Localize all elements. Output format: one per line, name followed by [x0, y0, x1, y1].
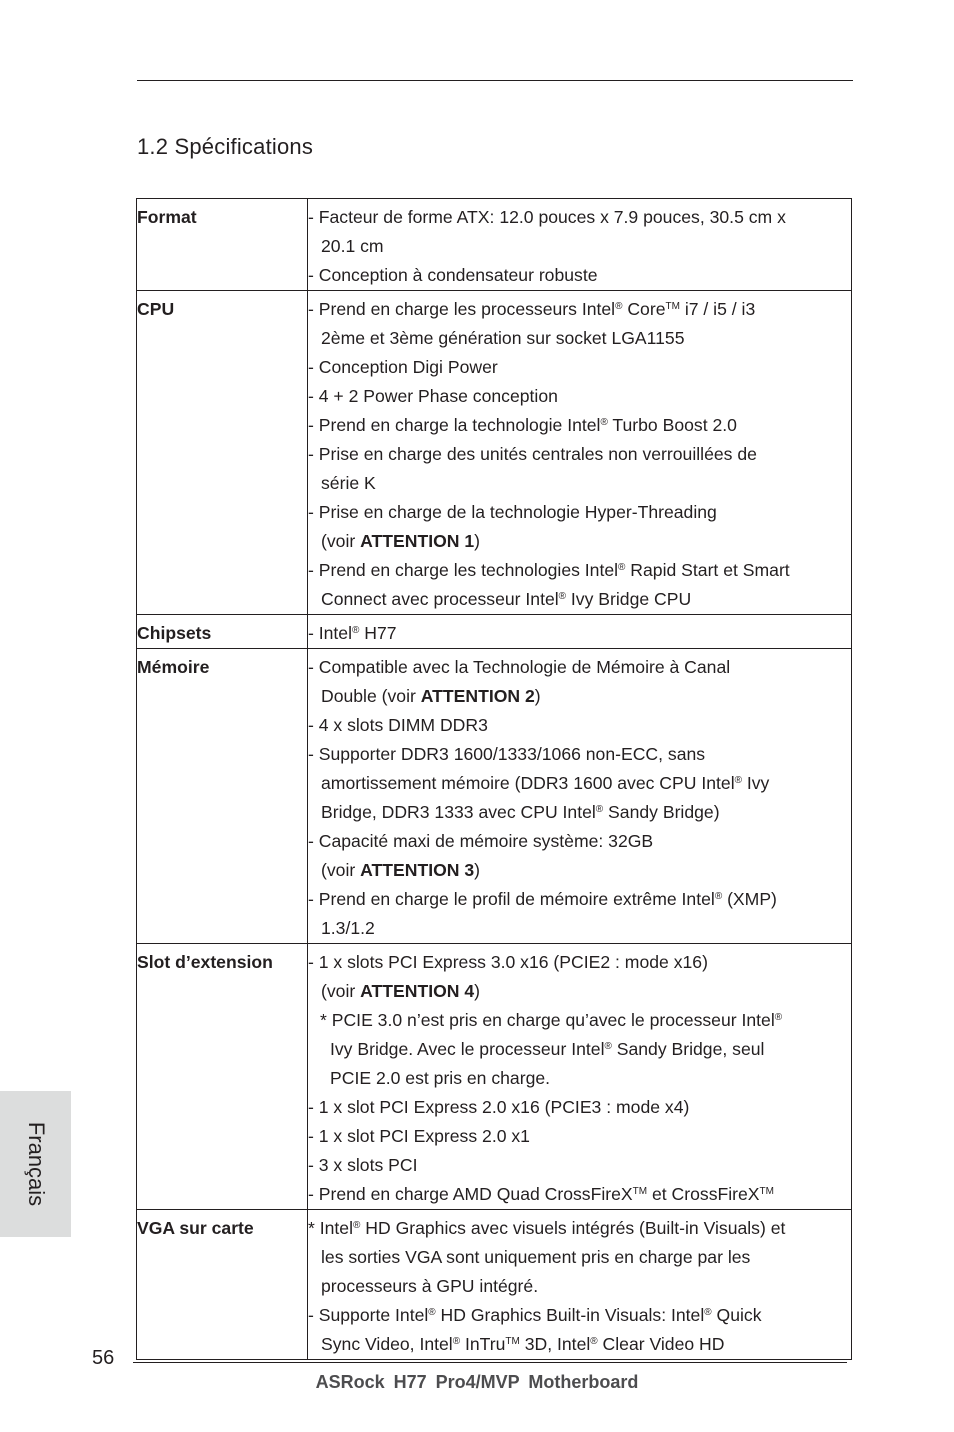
text-run: et CrossFireX [647, 1184, 760, 1204]
text-run: - Prend en charge les processeurs Intel [308, 299, 616, 319]
spec-line [308, 740, 851, 827]
spec-line [308, 827, 851, 885]
trademark-mark: TM [759, 1186, 774, 1197]
spec-line [308, 653, 851, 711]
text-run: (voir [321, 981, 361, 1001]
text-run: - 4 + 2 Power Phase conception [308, 386, 558, 406]
spec-line [308, 411, 851, 440]
text-run: amortissement mémoire (DDR3 1600 avec CPU Intel [321, 773, 735, 793]
spec-row [137, 291, 852, 615]
section-title: 1.2 Spécifications [137, 134, 314, 159]
text-run: Rapid Start et Smart [625, 560, 790, 580]
specifications-table [136, 198, 852, 1360]
attention-ref: ATTENTION 2 [420, 686, 535, 706]
text-run: Sandy Bridge) [603, 802, 720, 822]
spec-content [308, 944, 852, 1210]
bottom-rule [133, 1362, 847, 1363]
text-run: Connect avec processeur Intel [321, 589, 559, 609]
text-run: - Prend en charge le profil de mémoire extrême Intel [308, 889, 715, 909]
text-run: * Intel [308, 1218, 353, 1238]
spec-line [308, 498, 851, 556]
text-run: Ivy Bridge. Avec le processeur Intel [330, 1039, 605, 1059]
page-number: 56 [92, 1347, 115, 1369]
text-run: - Intel [308, 623, 353, 643]
spec-line [308, 261, 851, 290]
text-run: - Prend en charge AMD Quad CrossFireX [308, 1184, 633, 1204]
trademark-mark: ® [600, 417, 608, 428]
trademark-mark: ® [734, 775, 742, 786]
spec-label: Slot d’extension [137, 944, 308, 1210]
text-run: PCIE 2.0 est pris en charge. [330, 1068, 551, 1088]
text-run: - 1 x slots PCI Express 3.0 x16 (PCIE2 : mode x16) [308, 952, 708, 972]
text-run: i7 / i5 / i3 [679, 299, 756, 319]
text-run: Quick [711, 1305, 762, 1325]
spec-row [137, 1210, 852, 1360]
spec-row [137, 944, 852, 1210]
language-tab [0, 1091, 71, 1237]
text-run: - Compatible avec la Technologie de Mémoire à Canal [308, 657, 731, 677]
text-run: 1.3/1.2 [321, 918, 375, 938]
text-run: Sandy Bridge, seul [611, 1039, 765, 1059]
spec-line [308, 1151, 851, 1180]
text-run: Bridge, DDR3 1333 avec CPU Intel [321, 802, 596, 822]
trademark-mark: ® [618, 562, 626, 573]
spec-label: CPU [137, 291, 308, 615]
language-tab-label: Français [23, 1121, 49, 1207]
trademark-mark: ® [352, 625, 360, 636]
text-run: - Prend en charge les technologies Intel [308, 560, 619, 580]
text-run: - 1 x slot PCI Express 2.0 x1 [308, 1126, 530, 1146]
trademark-mark: ® [774, 1012, 783, 1023]
text-run: - 3 x slots PCI [308, 1155, 418, 1175]
spec-label: Mémoire [137, 649, 308, 944]
text-run: ) [534, 686, 541, 706]
attention-ref: ATTENTION 1 [360, 531, 475, 551]
spec-content [308, 291, 852, 615]
text-run: ) [474, 860, 481, 880]
trademark-mark: ® [714, 891, 723, 902]
top-rule [137, 80, 853, 81]
trademark-mark: ® [704, 1307, 712, 1318]
spec-content [308, 199, 852, 291]
spec-line [308, 948, 851, 1006]
text-run: HD Graphics avec visuels intégrés (Built-in Visuals) et [360, 1218, 786, 1238]
spec-line [308, 353, 851, 382]
trademark-mark: ® [604, 1041, 612, 1052]
text-run: ) [474, 981, 481, 1001]
text-run: - 4 x slots DIMM DDR3 [308, 715, 488, 735]
attention-ref: ATTENTION 4 [360, 981, 475, 1001]
trademark-mark: ® [452, 1336, 461, 1347]
spec-line [308, 203, 851, 261]
spec-line [308, 619, 851, 648]
spec-line [308, 1122, 851, 1151]
spec-line [308, 382, 851, 411]
text-run: Core [622, 299, 666, 319]
spec-content [308, 615, 852, 649]
text-run: InTru [460, 1334, 506, 1354]
spec-line [308, 885, 851, 943]
text-run: H77 [359, 623, 397, 643]
text-run: - Conception à condensateur robuste [308, 265, 598, 285]
text-run: processeurs à GPU intégré. [321, 1276, 539, 1296]
text-run: Clear Video HD [597, 1334, 725, 1354]
text-run: série K [321, 473, 376, 493]
text-run: Turbo Boost 2.0 [607, 415, 737, 435]
trademark-mark: ® [353, 1220, 361, 1231]
trademark-mark: ® [428, 1307, 436, 1318]
text-run: les sorties VGA sont uniquement pris en charge par les [321, 1247, 751, 1267]
text-run: - Facteur de forme ATX: 12.0 pouces x 7.9 pouces, 30.5 cm x [308, 207, 786, 227]
spec-label: Format [137, 199, 308, 291]
spec-line [308, 711, 851, 740]
trademark-mark: ® [595, 804, 604, 815]
text-run: HD Graphics Built-in Visuals: Intel [435, 1305, 705, 1325]
trademark-mark: TM [665, 301, 680, 312]
text-run: - Prise en charge des unités centrales non verrouillées de [308, 444, 757, 464]
spec-label: Chipsets [137, 615, 308, 649]
text-run: * PCIE 3.0 n’est pris en charge qu’avec le processeur Intel [320, 1010, 775, 1030]
spec-line [308, 1006, 851, 1093]
spec-row [137, 199, 852, 291]
text-run: (XMP) [722, 889, 777, 909]
attention-ref: ATTENTION 3 [360, 860, 475, 880]
spec-row [137, 615, 852, 649]
spec-row [137, 649, 852, 944]
footer-product-name: ASRock H77 Pro4/MVP Motherboard [315, 1372, 639, 1392]
text-run: 20.1 cm [321, 236, 384, 256]
spec-line [308, 295, 851, 353]
text-run: Ivy Bridge CPU [566, 589, 692, 609]
text-run: - Supporter DDR3 1600/1333/1066 non-ECC, sans [308, 744, 706, 764]
spec-content [308, 649, 852, 944]
text-run: - Supporte Intel [308, 1305, 429, 1325]
trademark-mark: ® [615, 301, 623, 312]
trademark-mark: TM [632, 1186, 648, 1197]
trademark-mark: ® [558, 591, 567, 602]
text-run: - Capacité maxi de mémoire système: 32GB [308, 831, 654, 851]
text-run: - Conception Digi Power [308, 357, 498, 377]
spec-label: VGA sur carte [137, 1210, 308, 1360]
text-run: Ivy [741, 773, 770, 793]
trademark-mark: TM [505, 1336, 520, 1347]
text-run: (voir [321, 860, 361, 880]
spec-content [308, 1210, 852, 1360]
spec-line [308, 1180, 851, 1209]
spec-line [308, 1214, 851, 1301]
text-run: (voir [321, 531, 361, 551]
text-run: Sync Video, Intel [321, 1334, 453, 1354]
text-run: - Prise en charge de la technologie Hyper-Threading [308, 502, 717, 522]
spec-line [308, 440, 851, 498]
spec-line [308, 556, 851, 614]
text-run: ) [474, 531, 481, 551]
trademark-mark: ® [590, 1336, 598, 1347]
text-run: 2ème et 3ème génération sur socket LGA1155 [321, 328, 685, 348]
text-run: - 1 x slot PCI Express 2.0 x16 (PCIE3 : mode x4) [308, 1097, 690, 1117]
text-run: - Prend en charge la technologie Intel [308, 415, 601, 435]
text-run: Double (voir [321, 686, 421, 706]
text-run: 3D, Intel [519, 1334, 591, 1354]
spec-line [308, 1301, 851, 1359]
spec-line [308, 1093, 851, 1122]
